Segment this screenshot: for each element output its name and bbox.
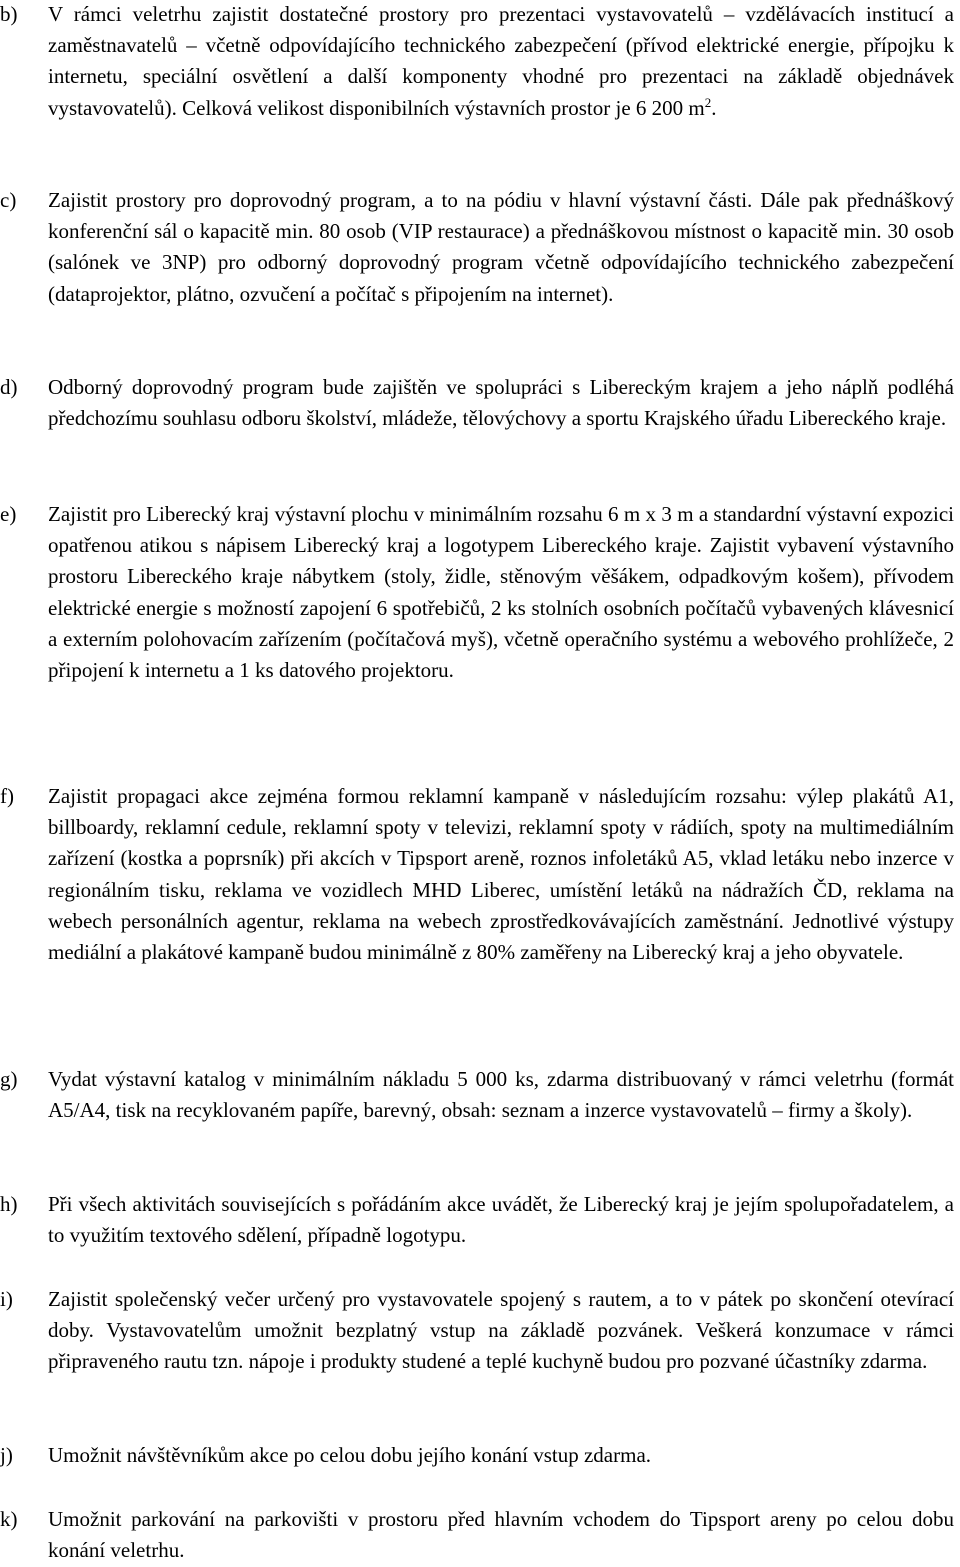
- list-item-text: Zajistit prostory pro doprovodný program, a to na pódiu v hlavní výstavní části. Dále pak přednáškový konferenční sál o kapacitě min. 80 osob (VIP restaurace) a přednáškovou místnost o kapacitě min. 30 osob (salónek ve 3NP) pro odborný doprovodný program včetně odpovídajícího technického zabezpečení (dataprojektor, plátno, ozvučení a počítač s připojením na internet).: [48, 188, 954, 306]
- list-marker: g): [0, 1067, 18, 1091]
- list-item-e: [0, 499, 954, 686]
- list-item-text: Zajistit společenský večer určený pro vystavovatele spojený s rautem, a to v pátek po skončení otevírací doby. Vystavovatelům umožnit bezplatný vstup na základě pozvánek. Veškerá konzumace v rámci připraveného rautu tzn. nápoje i produkty studené a teplé kuchyně budou pro pozvané účastníky zdarma.: [48, 1287, 954, 1374]
- list-item-text: Umožnit návštěvníkům akce po celou dobu jejího konání vstup zdarma.: [48, 1443, 652, 1467]
- list-item-text-main: V rámci veletrhu zajistit dostatečné prostory pro prezentaci vystavovatelů – vzdělávacích institucí a zaměstnavatelů – včetně odpovídajícího technického zabezpečení (přívod elektrické energie, přípojku k internetu, speciální osvětlení a další komponenty vhodné pro prezentaci na základě objednávek vystavovatelů). Celková velikost disponibilních výstavních prostor je 6 200 m: [48, 2, 954, 120]
- list-marker: f): [0, 784, 14, 808]
- list-item-text: Umožnit parkování na parkovišti v prostoru před hlavním vchodem do Tipsport areny po celou dobu konání veletrhu.: [48, 1507, 954, 1563]
- list-item-text-tail: .: [711, 95, 717, 120]
- list-item-text: [48, 0, 954, 124]
- list-item-c: [0, 185, 954, 310]
- list-item-text: Vydat výstavní katalog v minimálním nákladu 5 000 ks, zdarma distribuovaný v rámci veletrhu (formát A5/A4, tisk na recyklovaném papíře, barevný, obsah: seznam a inzerce vystavovatelů – firmy a školy).: [48, 1067, 954, 1123]
- list-marker: j): [0, 1443, 13, 1467]
- list-item-text: Při všech aktivitách souvisejících s pořádáním akce uvádět, že Liberecký kraj je jejím spolupořadatelem, a to využitím textového sdělení, případně logotypu.: [48, 1192, 954, 1248]
- list-item-text: Odborný doprovodný program bude zajištěn ve spolupráci s Libereckým krajem a jeho náplň podléhá předchozímu souhlasu odboru školství, mládeže, tělovýchovy a sportu Krajského úřadu Libereckého kraje.: [48, 375, 954, 431]
- list-item-text: Zajistit propagaci akce zejména formou reklamní kampaně v následujícím rozsahu: výlep plakátů A1, billboardy, reklamní cedule, reklamní spoty v televizi, reklamní spoty v rádiích, spoty na multimediálním zařízení (kostka a poprsník) při akcích v Tipsport areně, roznos infoletáků A5, vklad letáku nebo inzerce v regionálním tisku, reklama ve vozidlech MHD Liberec, umístění letáků na nádražích ČD, reklama na webech personálních agentur, reklama na webech zprostředkovávajících zaměstnání. Jednotlivé výstupy mediální a plakátové kampaně budou minimálně z 80% zaměřeny na Liberecký kraj a jeho obyvatele.: [48, 784, 954, 965]
- list-item-b: [0, 0, 954, 124]
- list-marker: c): [0, 188, 17, 212]
- list-marker: b): [0, 2, 18, 26]
- list-marker: d): [0, 375, 18, 399]
- list-item-i: [0, 1284, 954, 1378]
- superscript: 2: [704, 94, 712, 110]
- list-item-f: [0, 781, 954, 968]
- list-item-j: [0, 1440, 954, 1471]
- list-marker: i): [0, 1287, 13, 1311]
- list-item-text: Zajistit pro Liberecký kraj výstavní plochu v minimálním rozsahu 6 m x 3 m a standardní výstavní expozici opatřenou atikou s nápisem Liberecký kraj a logotypem Libereckého kraje. Zajistit vybavení výstavního prostoru Libereckého kraje nábytkem (stoly, židle, stěnovým věšákem, odpadkovým košem), přívodem elektrické energie s možností zapojení 6 spotřebičů, 2 ks stolních osobních počítačů vybavených klávesnicí a externím polohovacím zařízením (počítačová myš), včetně operačního systému a webového prohlížeče, 2 připojení k internetu a 1 ks datového projektoru.: [48, 502, 954, 683]
- list-item-k: [0, 1504, 954, 1566]
- list-marker: k): [0, 1507, 18, 1531]
- list-item-g: [0, 1064, 954, 1126]
- list-item-d: [0, 372, 954, 434]
- list-item-h: [0, 1189, 954, 1251]
- list-marker: e): [0, 502, 17, 526]
- list-marker: h): [0, 1192, 18, 1216]
